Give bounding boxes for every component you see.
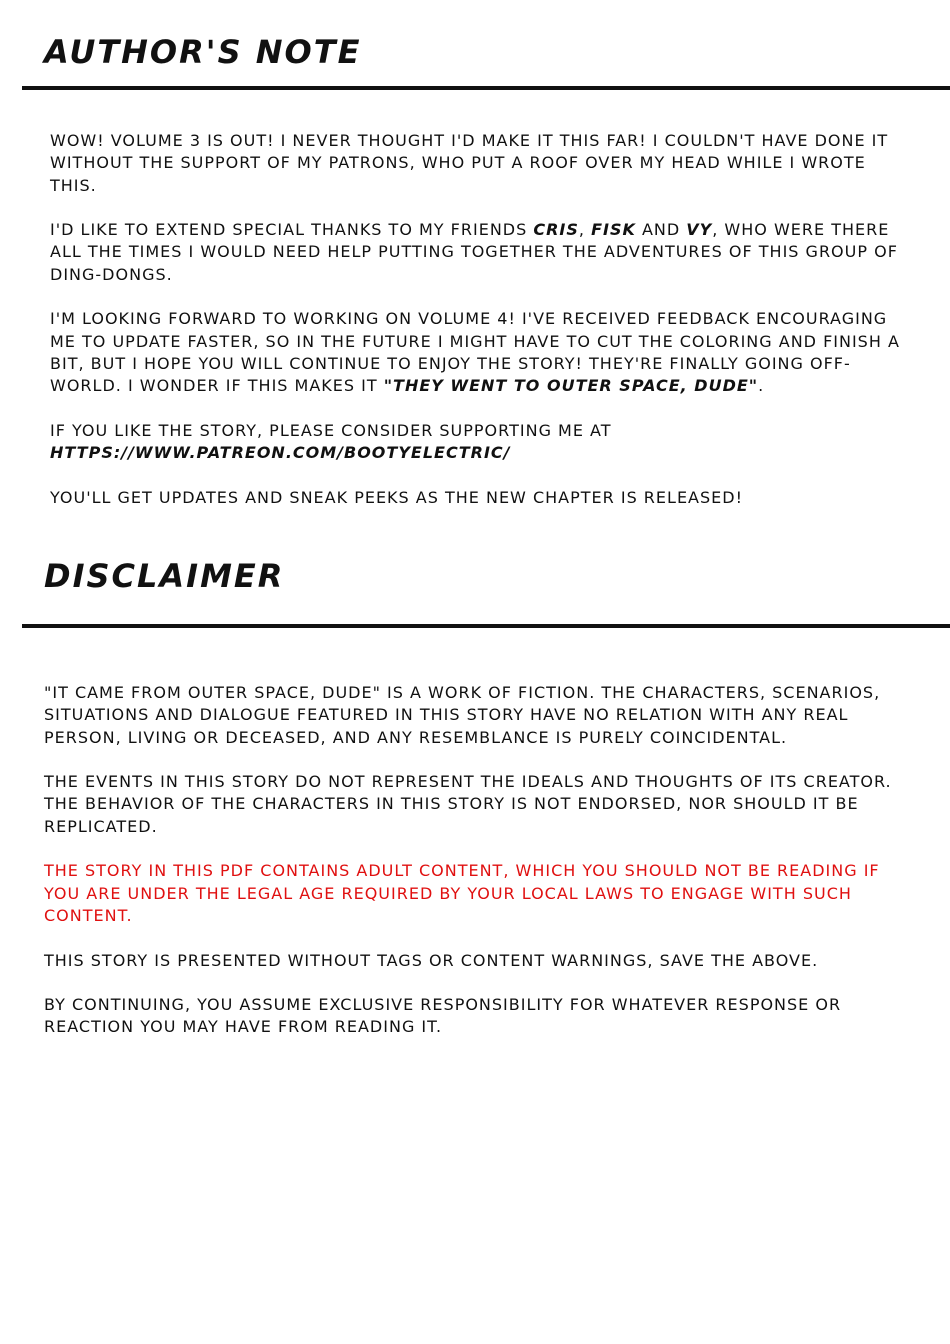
authors-note-title: AUTHOR'S NOTE — [44, 33, 362, 71]
friend-separator-2: AND — [635, 220, 687, 240]
friend-separator-1: , — [578, 220, 592, 240]
joke-title-emphasis: "THEY WENT TO OUTER SPACE, DUDE" — [383, 376, 759, 396]
disclaimer-title: DISCLAIMER — [44, 557, 285, 595]
disclaimer-paragraph-4: THIS STORY IS PRESENTED WITHOUT TAGS OR CONTENT WARNINGS, SAVE THE ABOVE. — [44, 950, 819, 970]
disclaimer-paragraph-2: THE EVENTS IN THIS STORY DO NOT REPRESENT THE IDEALS AND THOUGHTS OF ITS CREATOR. THE BEHAVIOR OF THE CHARACTERS IN THIS STORY IS NOT ENDORSED, NOR SHOULD IT BE REPLICATED. — [44, 772, 892, 836]
thanks-text-start: I'D LIKE TO EXTEND SPECIAL THANKS TO MY FRIENDS — [50, 220, 534, 240]
authors-note-paragraph-2 — [50, 219, 900, 286]
adult-content-warning: THE STORY IN THIS PDF CONTAINS ADULT CONTENT, WHICH YOU SHOULD NOT BE READING IF YOU ARE UNDER THE LEGAL AGE REQUIRED BY YOUR LOCAL LAWS TO ENGAGE WITH SUCH CONTENT. — [44, 861, 880, 925]
authors-note-paragraph-4 — [50, 420, 900, 465]
support-text: IF YOU LIKE THE STORY, PLEASE CONSIDER SUPPORTING ME AT — [50, 420, 612, 440]
volume-4-text: I'M LOOKING FORWARD TO WORKING ON VOLUME 4! I'VE RECEIVED FEEDBACK ENCOURAGING ME TO UPDATE FASTER, SO IN THE FUTURE I MIGHT HAVE TO CUT THE COLORING AND FINISH A BIT, BUT I HOPE YOU WILL CONTINUE TO ENJOY THE STORY! THEY'RE FINALLY GOING OFF-WORLD. I WONDER IF THIS MAKES IT — [50, 309, 900, 396]
thanks-text-end: , WHO WERE THERE ALL THE TIMES I WOULD NEED HELP PUTTING TOGETHER THE ADVENTURES OF THIS GROUP OF DING-DONGS. — [50, 220, 898, 284]
authors-note-paragraph-3 — [50, 308, 900, 397]
disclaimer-paragraph-1: "IT CAME FROM OUTER SPACE, DUDE" IS A WORK OF FICTION. THE CHARACTERS, SCENARIOS, SITUATIONS AND DIALOGUE FEATURED IN THIS STORY HAVE NO RELATION WITH ANY REAL PERSON, LIVING OR DECEASED, AND ANY RESEMBLANCE IS PURELY COINCIDENTAL. — [44, 683, 881, 747]
friend-name-cris: CRIS — [533, 220, 579, 240]
authors-note-body — [50, 130, 900, 531]
authors-note-paragraph-5: YOU'LL GET UPDATES AND SNEAK PEEKS AS THE NEW CHAPTER IS RELEASED! — [50, 487, 743, 507]
disclaimer-divider — [22, 624, 950, 628]
authors-note-divider — [22, 86, 950, 90]
volume-4-text-end: . — [758, 376, 765, 396]
patreon-link[interactable]: HTTPS://WWW.PATREON.COM/BOOTYELECTRIC/ — [50, 443, 511, 463]
friend-name-fisk: FISK — [591, 220, 636, 240]
disclaimer-paragraph-5: BY CONTINUING, YOU ASSUME EXCLUSIVE RESPONSIBILITY FOR WHATEVER RESPONSE OR REACTION YOU MAY HAVE FROM READING IT. — [44, 995, 842, 1037]
friend-name-vy: VY — [686, 220, 713, 240]
authors-note-paragraph-1: WOW! VOLUME 3 IS OUT! I NEVER THOUGHT I'D MAKE IT THIS FAR! I COULDN'T HAVE DONE IT WITHOUT THE SUPPORT OF MY PATRONS, WHO PUT A ROOF OVER MY HEAD WHILE I WROTE THIS. — [50, 131, 889, 195]
disclaimer-body — [44, 682, 894, 1061]
